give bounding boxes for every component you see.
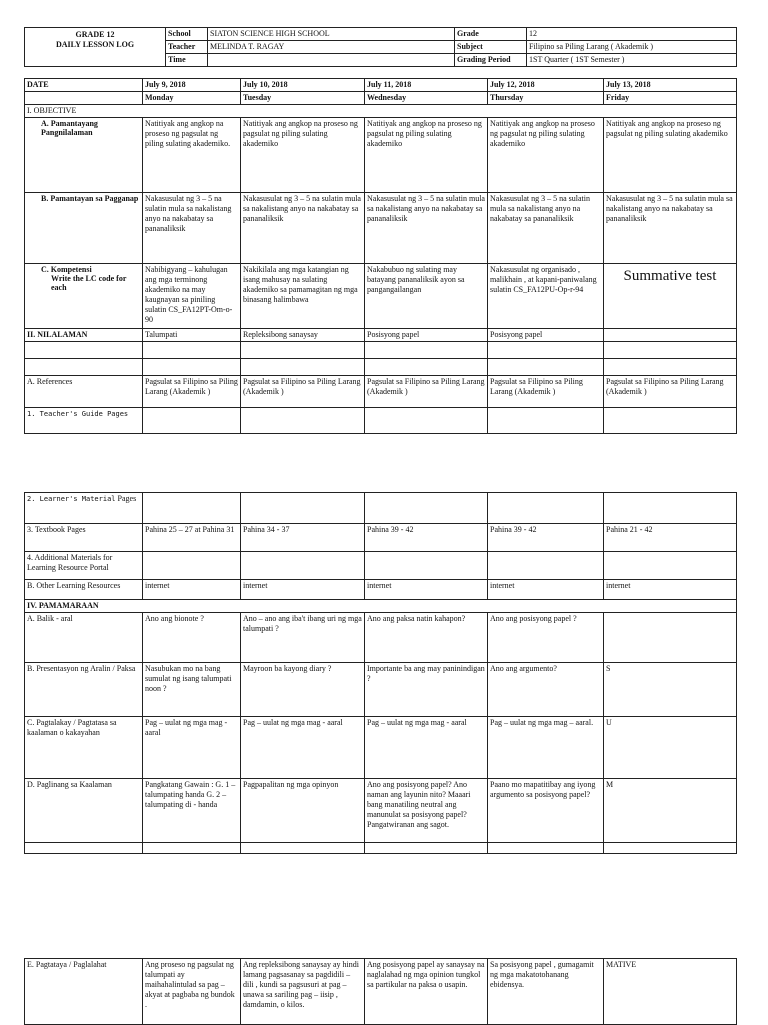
date-label: DATE — [25, 79, 143, 92]
pagtalakay-label: C. Pagtalakay / Pagtatasa sa kaalaman o kakayahan — [25, 717, 143, 779]
weekday-mon: Monday — [143, 92, 241, 105]
pt-wed: Pag – uulat ng mga mag - aaral — [365, 717, 488, 779]
header-title — [25, 28, 166, 67]
teacher-value: MELINDA T. RAGAY — [208, 41, 455, 54]
pl-fri: M — [604, 779, 737, 843]
subject-value: Filipino sa Piling Larang ( Akademik ) — [527, 41, 737, 54]
pg-tue: Ang repleksibong sanaysay ay hindi lamang pagsasanay sa pagdidili – dili , kundi sa pagsusuri at pag – unawa sa sariling pag – iisip , damdamin, o kilos. — [241, 959, 365, 1025]
time-label: Time — [166, 54, 208, 67]
nil-wed: Posisyong papel — [365, 329, 488, 342]
a-wed: Natitiyak ang angkop na proseso ng pagsulat ng piling sulating akademiko — [365, 118, 488, 193]
textbook-label: 3. Textbook Pages — [25, 524, 143, 552]
pt-tue: Pag – uulat ng mga mag - aaral — [241, 717, 365, 779]
b-tue: Nakasusulat ng 3 – 5 na sulatin mula sa nakalistang anyo na nakabatay sa pananaliksik — [241, 193, 365, 264]
pagtataya-label: E. Pagtataya / Paglalahat — [25, 959, 143, 1025]
school-value: SIATON SCIENCE HIGH SCHOOL — [208, 28, 455, 41]
a-fri: Natitiyak ang angkop na proseso ng pagsulat ng piling sulating akademiko — [604, 118, 737, 193]
c-thu: Nakasusulat ng organisado , malikhain , at kapani-paniwalang sulatin CS_FA12PU-Op-r-94 — [488, 264, 604, 329]
kompetensi-title: C. Kompetensi — [41, 265, 92, 274]
or-mon: internet — [143, 580, 241, 600]
nil-thu: Posisyong papel — [488, 329, 604, 342]
tb-wed: Pahina 39 - 42 — [365, 524, 488, 552]
pages-suffix: Pages — [115, 494, 137, 503]
nil-fri — [604, 329, 737, 342]
pl-mon: Pangkatang Gawain : G. 1 – talumpating handa G. 2 – talumpating di - handa — [143, 779, 241, 843]
b-wed: Nakasusulat ng 3 – 5 na sulatin mula sa nakalistang anyo na nakabatay sa pananaliksik — [365, 193, 488, 264]
blank-row — [25, 843, 737, 854]
ba-tue: Ano – ano ang iba't ibang uri ng mga talumpati ? — [241, 613, 365, 663]
blank-row — [25, 359, 737, 376]
pt-mon: Pag – uulat ng mga mag - aaral — [143, 717, 241, 779]
ba-wed: Ano ang paksa natin kahapon? — [365, 613, 488, 663]
tb-thu: Pahina 39 - 42 — [488, 524, 604, 552]
date-fri: July 13, 2018 — [604, 79, 737, 92]
pg-wed: Ang posisyong papel ay sanaysay na naglalahad ng mga opinion tungkol sa partikular na paksa o usapin. — [365, 959, 488, 1025]
ref-mon: Pagsulat sa Filipino sa Piling Larang (Akademik ) — [143, 376, 241, 408]
c-mon: Nabibigyang – kahulugan ang mga terminong akademiko na may kaugnayan sa piniling sulatin CS_FA12PT-Om-o-90 — [143, 264, 241, 329]
teacher-label: Teacher — [166, 41, 208, 54]
weekday-thu: Thursday — [488, 92, 604, 105]
paglinang-label: D. Paglinang sa Kaalaman — [25, 779, 143, 843]
pr-fri: S — [604, 663, 737, 717]
grade-label: Grade — [455, 28, 527, 41]
ref-fri: Pagsulat sa Filipino sa Piling Larang (Akademik ) — [604, 376, 737, 408]
pamantayang-pangnilalaman-label: A. Pamantayang Pangnilalaman — [25, 118, 143, 193]
tb-fri: Pahina 21 - 42 — [604, 524, 737, 552]
ref-wed: Pagsulat sa Filipino sa Piling Larang (Akademik ) — [365, 376, 488, 408]
pg-fri: MATIVE — [604, 959, 737, 1025]
school-label: School — [166, 28, 208, 41]
or-fri: internet — [604, 580, 737, 600]
objective-heading: I. OBJECTIVE — [25, 105, 737, 118]
lesson-table-2 — [24, 492, 737, 854]
pr-mon: Nasubukan mo na bang sumulat ng isang talumpati noon ? — [143, 663, 241, 717]
date-mon: July 9, 2018 — [143, 79, 241, 92]
weekday-fri: Friday — [604, 92, 737, 105]
b-thu: Nakasusulat ng 3 – 5 na sulatin mula sa nakalistang anyo na nakabatay sa pananaliksik — [488, 193, 604, 264]
log-title: DAILY LESSON LOG — [55, 40, 135, 49]
pg-thu: Sa posisyong papel , gumagamit ng mga makatotohanang ebidensya. — [488, 959, 604, 1025]
tb-tue: Pahina 34 - 37 — [241, 524, 365, 552]
header-table — [24, 27, 737, 67]
period-label: Grading Period — [455, 54, 527, 67]
pr-thu: Ano ang argumento? — [488, 663, 604, 717]
weekday-blank — [25, 92, 143, 105]
balik-aral-label: A. Balik - aral — [25, 613, 143, 663]
presentasyon-label: B. Presentasyon ng Aralin / Paksa — [25, 663, 143, 717]
pamantayan-sa-pagganap-label: B. Pamantayan sa Pagganap — [25, 193, 143, 264]
kompetensi-label — [25, 264, 143, 329]
pg-mon: Ang proseso ng pagsulat ng talumpati ay maihahalintulad sa pag – akyat at pagbaba ng bundok . — [143, 959, 241, 1025]
b-mon: Nakasusulat ng 3 – 5 na sulatin mula sa nakalistang anyo na nakabatay sa pananaliksik — [143, 193, 241, 264]
ba-thu: Ano ang posisyong papel ? — [488, 613, 604, 663]
or-wed: internet — [365, 580, 488, 600]
a-tue: Natitiyak ang angkop na proseso ng pagsulat ng piling sulating akademiko — [241, 118, 365, 193]
c-fri-summative: Summative test — [604, 264, 737, 329]
pt-thu: Pag – uulat ng mga mag – aaral. — [488, 717, 604, 779]
learners-material-text: 2. Learner's Material — [27, 495, 116, 503]
pt-fri: U — [604, 717, 737, 779]
weekday-tue: Tuesday — [241, 92, 365, 105]
pamamaraan-heading: IV. PAMAMARAAN — [25, 600, 737, 613]
pr-wed: Importante ba ang may paninindigan ? — [365, 663, 488, 717]
a-mon: Natitiyak ang angkop na proseso ng pagsulat ng piling sulating akademiko. — [143, 118, 241, 193]
pr-tue: Mayroon ba kayong diary ? — [241, 663, 365, 717]
date-tue: July 10, 2018 — [241, 79, 365, 92]
date-wed: July 11, 2018 — [365, 79, 488, 92]
time-value — [208, 54, 455, 67]
a-thu: Natitiyak ang angkop na proseso ng pagsulat ng piling sulating akademiko — [488, 118, 604, 193]
lesson-table-3 — [24, 958, 737, 1025]
other-resources-label: B. Other Learning Resources — [25, 580, 143, 600]
nil-tue: Repleksibong sanaysay — [241, 329, 365, 342]
subject-label: Subject — [455, 41, 527, 54]
pl-tue: Pagpapalitan ng mga opinyon — [241, 779, 365, 843]
period-value: 1ST Quarter ( 1ST Semester ) — [527, 54, 737, 67]
nilalaman-heading: II. NILALAMAN — [25, 329, 143, 342]
pl-wed: Ano ang posisyong papel? Ano naman ang layunin nito? Maaari bang manatiling neutral ang manunulat sa posisyong papel? Pangatwiranan ang sagot. — [365, 779, 488, 843]
date-thu: July 12, 2018 — [488, 79, 604, 92]
tb-mon: Pahina 25 – 27 at Pahina 31 — [143, 524, 241, 552]
or-thu: internet — [488, 580, 604, 600]
weekday-wed: Wednesday — [365, 92, 488, 105]
blank-row — [25, 342, 737, 359]
b-fri: Nakasusulat ng 3 – 5 na sulatin mula sa nakalistang anyo na nakabatay sa pananaliksik — [604, 193, 737, 264]
ref-tue: Pagsulat sa Filipino sa Piling Larang (Akademik ) — [241, 376, 365, 408]
lc-code-note: Write the LC code for each — [51, 274, 127, 292]
pl-thu: Paano mo mapatitibay ang iyong argumento sa posisyong papel? — [488, 779, 604, 843]
or-tue: internet — [241, 580, 365, 600]
grade-value: 12 — [527, 28, 737, 41]
ba-fri — [604, 613, 737, 663]
c-tue: Nakikilala ang mga katangian ng isang mahusay na sulating akademiko sa pamamagitan ng mga binasang halimbawa — [241, 264, 365, 329]
references-label: A. References — [25, 376, 143, 408]
grade-title: GRADE 12 — [75, 30, 115, 39]
ba-mon: Ano ang bionote ? — [143, 613, 241, 663]
additional-materials-label: 4. Additional Materials for Learning Resource Portal — [25, 552, 143, 580]
teachers-guide-label: 1. Teacher's Guide Pages — [25, 408, 143, 434]
lesson-table-1 — [24, 78, 737, 434]
learners-material-label — [25, 493, 143, 524]
ref-thu: Pagsulat sa Filipino sa Piling Larang (Akademik ) — [488, 376, 604, 408]
nil-mon: Talumpati — [143, 329, 241, 342]
c-wed: Nakabubuo ng sulating may batayang pananaliksik ayon sa pangangailangan — [365, 264, 488, 329]
